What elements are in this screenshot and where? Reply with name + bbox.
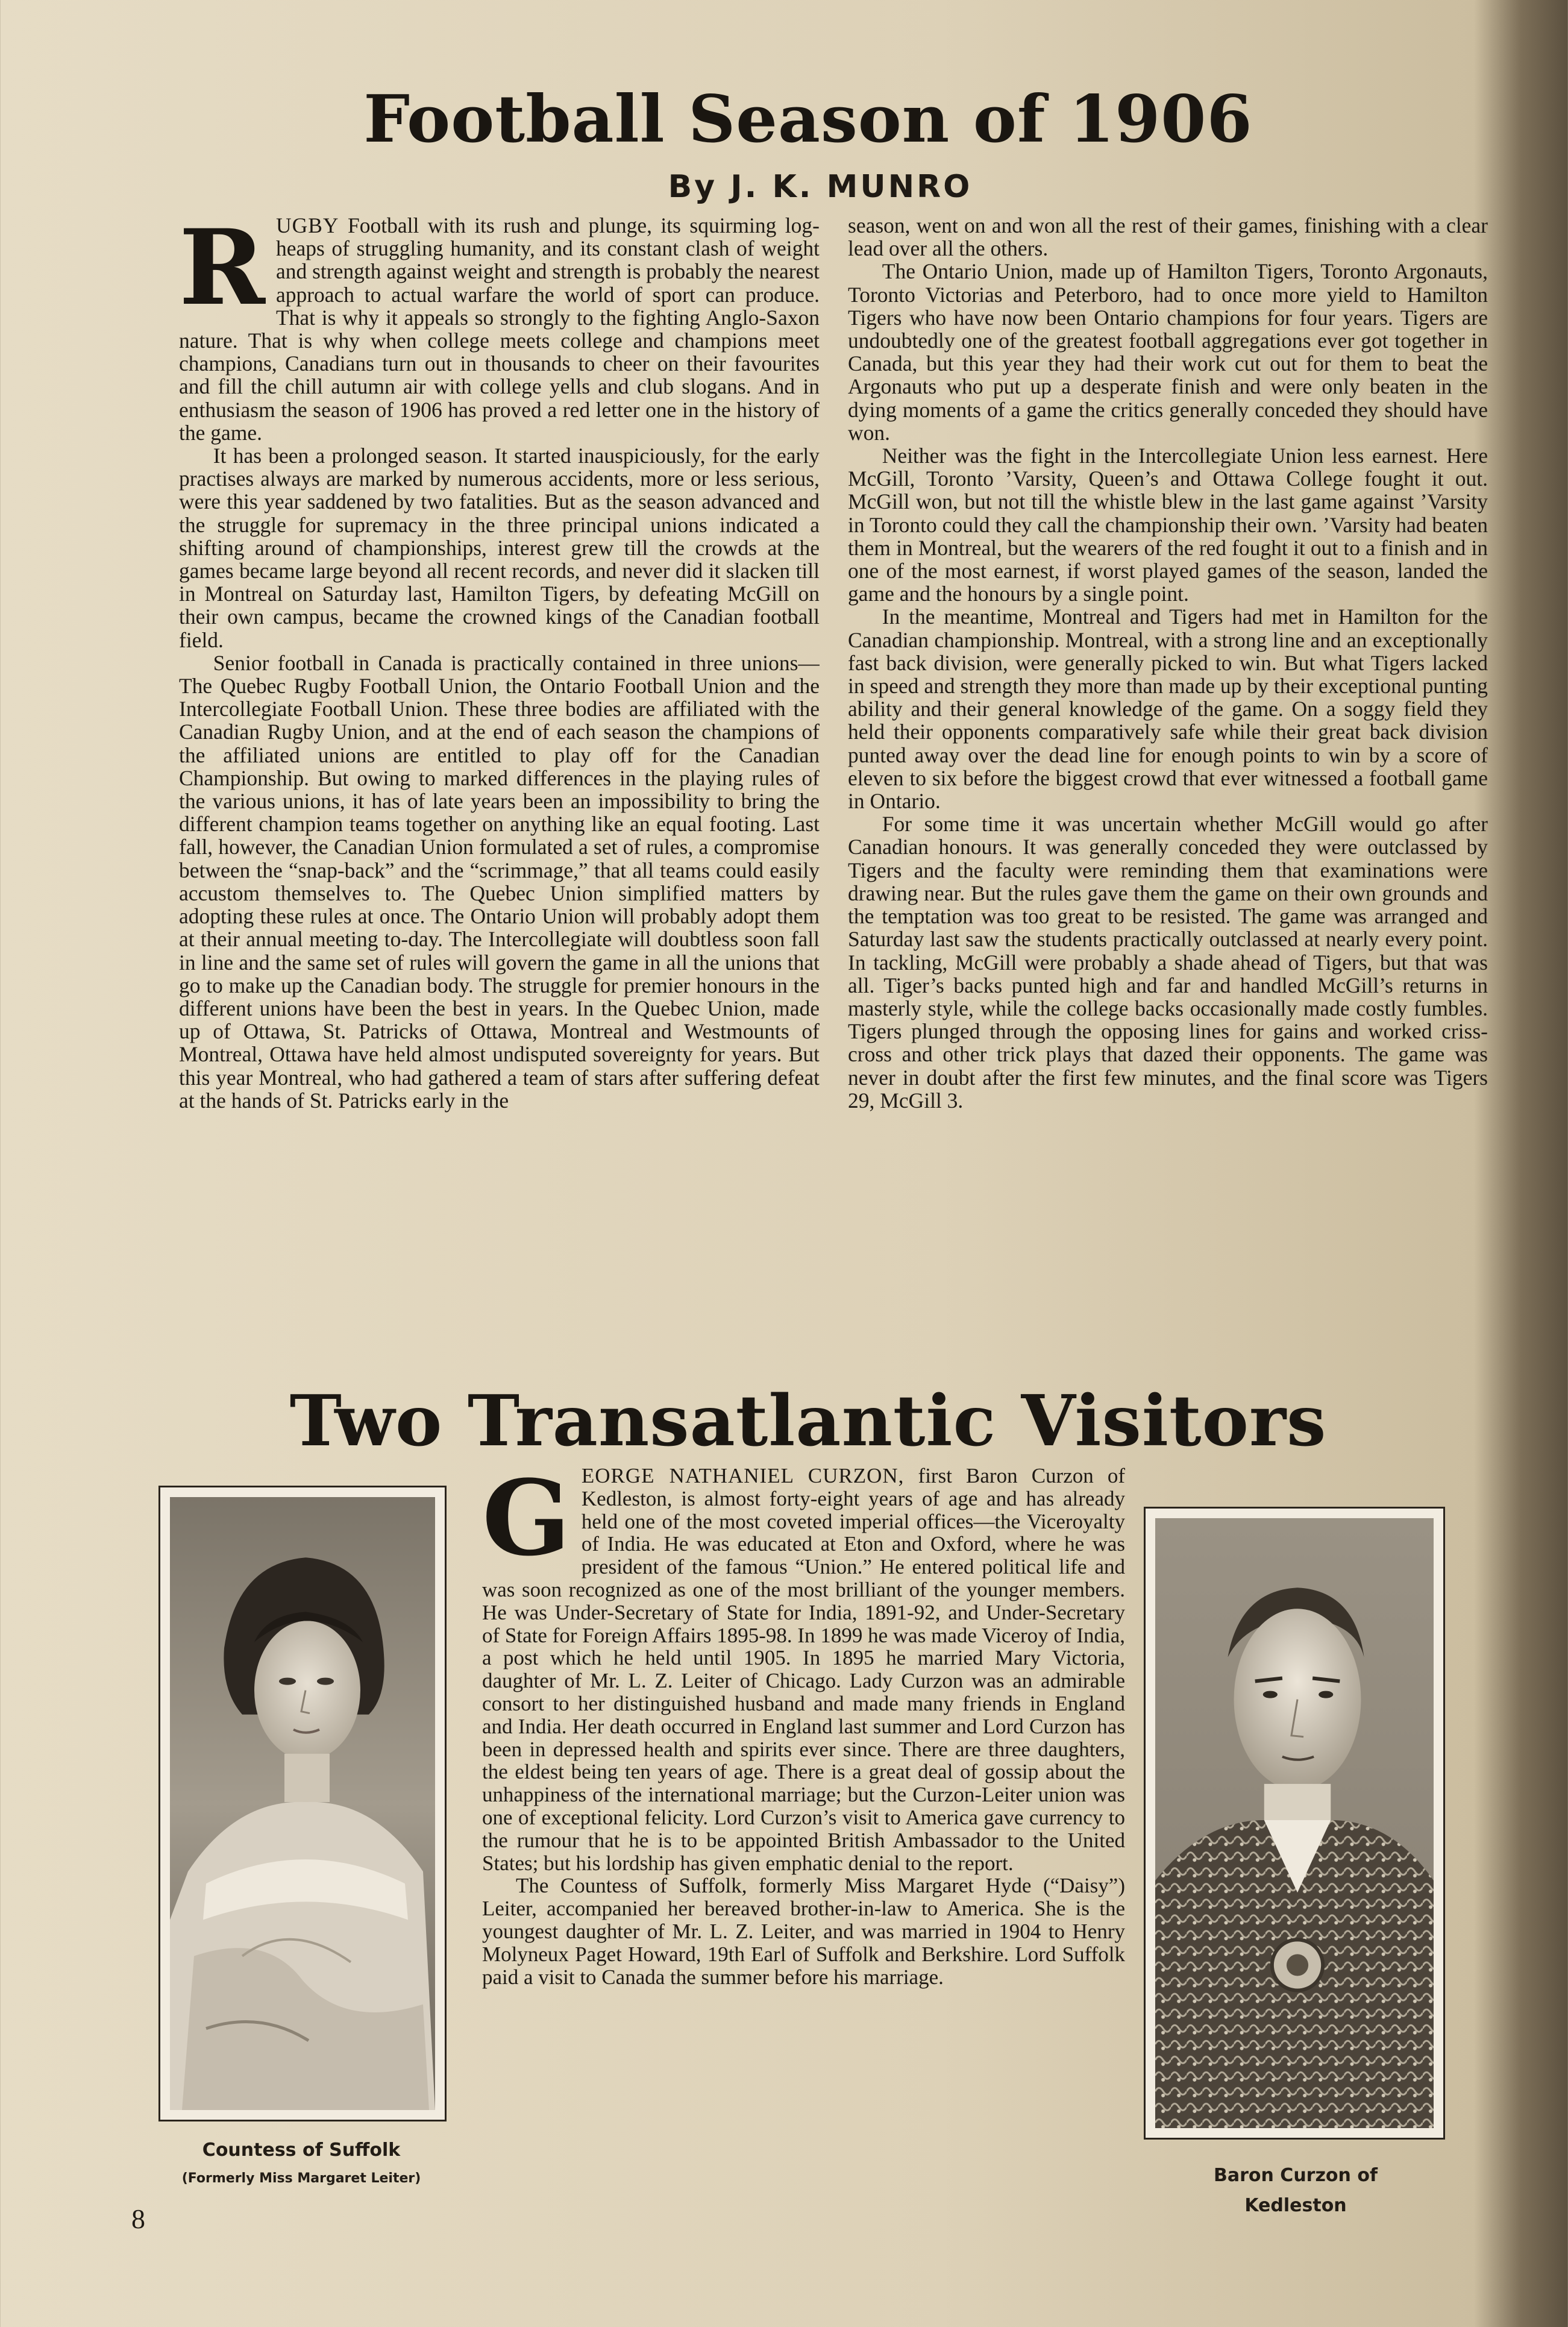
paragraph: season, went on and won all the rest of their games, finishing with a clear lead over all the others. xyxy=(848,214,1488,261)
paragraph: It has been a prolonged season. It started inauspiciously, for the early practises always are marked by numerous accidents, more or less serious, were this year saddened by two fatalities. But as the season advanced and the struggle for supremacy in the three principal unions indicated a shifting around of championships, interest grew till the crowds at the games became large beyond all recent records, and never did it slacken till in Montreal on Saturday last, Hamilton Tigers, by defeating McGill on their own campus, became the crowned kings of the Canadian football field. xyxy=(179,444,820,652)
article-title-visitors: Two Transatlantic Visitors xyxy=(289,1380,1327,1462)
portrait-image xyxy=(170,1497,435,2110)
paragraph: Neither was the fight in the Intercollegiate Union less earnest. Here McGill, Toronto ’Varsity, Queen’s and Ottawa College fought it out. McGill won, but not till the whistle blew in the last game against ’Varsity in Toronto could they call the championship their own. ’Varsity had beaten them in Montreal, but the wearers of the red fought it out to a finish and in one of the most earnest, if worst played games of the season, landed the game and the honours by a single point. xyxy=(848,444,1488,606)
lead-words: EORGE NATHANIEL CURZON, xyxy=(581,1465,905,1487)
first-paragraph-text: Football with its rush and plunge, its squirming log-heaps of struggling humanity, and its constant clash of weight and strength against weight and strength is probably the nearest approach to actual warfare the world of sport can produce. That is why it appeals so strongly to the fighting Anglo-Saxon nature. That is why when college meets college and champions meet champions, Canadians turn out in thousands to cheer on their favourites and fill the chill autumn air with college yells and club slogans. And in enthusiasm the season of 1906 has proved a red letter one in the history of the game. xyxy=(179,214,820,445)
drop-cap-g: G xyxy=(482,1465,571,1579)
caption-curzon-line2: Kedleston xyxy=(1244,2195,1347,2216)
portrait-image xyxy=(1155,1518,1434,2128)
paragraph: The Countess of Suffolk, formerly Miss Margaret Hyde (“Daisy”) Leiter, accompanied her bereaved brother-in-law to America. She is the youngest daughter of Mr. L. Z. Leiter, and was married in 1904 to Henry Molyneux Paget Howard, 19th Earl of Suffolk and Berkshire. Lord Suffolk paid a visit to Canada the summer before his marriage. xyxy=(482,1874,1125,1989)
first-paragraph xyxy=(179,214,820,444)
paragraph: The Ontario Union, made up of Hamilton Tigers, Toronto Argonauts, Toronto Victorias and Peterboro, had to once more yield to Hamilton Tigers who have now been Ontario champions for four years. Tigers are undoubtedly one of the greatest football aggregations ever got together in Canada, but this year they had their work cut out for them to beat the Argonauts who put up a desperate finish and were only beaten in the dying moments of a game the critics generally conceded they should have won. xyxy=(848,259,1488,445)
article-column-curzon xyxy=(482,1465,1125,2206)
lead-word: UGBY xyxy=(275,214,339,237)
article-column-2 xyxy=(848,214,1488,1371)
paragraph: In the meantime, Montreal and Tigers had met in Hamilton for the Canadian championship. Montreal, with a strong line and an exceptionally fast back division, were generally picked to win. But what Tigers lacked in speed and strength they more than made up by their exceptional punting ability and their general knowledge of the game. On a soggy field they held their opponents comparatively safe while their great back division punted away over the dead line for enough points to win by a score of eleven to six before the biggest crowd that ever witnessed a football game in Ontario. xyxy=(848,605,1488,814)
portrait-baron-curzon xyxy=(1144,1507,1445,2140)
caption-curzon xyxy=(1145,2161,1446,2221)
article-title-football: Football Season of 1906 xyxy=(363,81,1253,157)
man-portrait-icon xyxy=(1155,1518,1434,2128)
woman-portrait-icon xyxy=(170,1497,435,2110)
caption-countess: Countess of Suffolk xyxy=(202,2140,401,2161)
first-paragraph-text: first Baron Curzon of Kedleston, is almost forty-eight years of age and has already held one of the most coveted imperial offices—the Viceroyalty of India. He was educated at Eton and Oxford, where he was president of the famous “Union.” He entered political life and was soon recognized as one of the most brilliant of the younger members. He was Under-Secretary of State for India, 1891-92, and Under-Secretary of State for Foreign Affairs 1895-98. In 1899 he was made Viceroy of India, a post which he held until 1905. In 1895 he married Mary Victoria, daughter of Mr. L. Z. Leiter of Chicago. Lady Curzon was an admirable consort to her distinguished husband and made many friends in England and India. Her death occurred in England last summer and Lord Curzon has been in depressed health and spirits ever since. There are three daughters, the eldest being ten years of age. There is a great deal of gossip about the unhappiness of the international marriage; but the Curzon-Leiter union was one of exceptional felicity. Lord Curzon’s visit to America gave currency to the rumour that he is to be appointed British Ambassador to the United States; but his lordship has given emphatic denial to the report. xyxy=(482,1465,1125,1875)
page-number: 8 xyxy=(131,2203,145,2234)
byline: By J. K. MUNRO xyxy=(668,169,973,205)
first-paragraph xyxy=(482,1465,1125,1874)
paragraph: For some time it was uncertain whether McGill would go after Canadian honours. It was generally conceded they were outclassed by Tigers and the faculty were reminding them that examinations were drawing near. But the rules gave them the game on their own grounds and the temptation was too great to be resisted. The game was arranged and Saturday last saw the students practically outclassed at nearly every point. In tackling, McGill were probably a shade ahead of Tigers, but that was all. Tiger’s backs punted high and far and handled McGill’s returns in masterly style, while the college backs occasionally made costly fumbles. Tigers plunged through the opposing lines for gains and worked criss-cross and other trick plays that dazed their opponents. The game was never in doubt after the first few minutes, and the final score was Tigers 29, McGill 3. xyxy=(848,812,1488,1113)
caption-curzon-line1: Baron Curzon of xyxy=(1213,2165,1378,2186)
caption-countess-subtitle: (Formerly Miss Margaret Leiter) xyxy=(181,2171,421,2186)
paragraph: Senior football in Canada is practically contained in three unions—The Quebec Rugby Football Union, the Ontario Football Union and the Intercollegiate Football Union. These three bodies are affiliated with the Canadian Rugby Union, and at the end of each season the champions of the affiliated unions are entitled to play off for the Canadian Championship. But owing to marked differences in the playing rules of the various unions, it has of late years been an impossibility to bring the different champion teams together on anything like an equal footing. Last fall, however, the Canadian Union formulated a set of rules, a compromise between the “snap-back” and the “scrimmage,” that all teams could easily accustom themselves to. The Quebec Union simplified matters by adopting these rules at once. The Ontario Union will probably adopt them at their annual meeting to-day. The Intercollegiate will doubtless soon fall in line and the same set of rules will govern the game in all the unions that go to make up the Canadian body. The struggle for premier honours in the different unions have been the best in years. In the Quebec Union, made up of Ottawa, St. Patricks of Ottawa, Montreal and Westmounts of Montreal, Ottawa have held almost undisputed sovereignty for years. But this year Montreal, who had gathered a team of stars after suffering defeat at the hands of St. Patricks early in the xyxy=(179,650,820,1113)
drop-cap-r: R xyxy=(179,214,265,328)
portrait-countess-of-suffolk xyxy=(158,1486,447,2121)
article-column-1 xyxy=(179,214,820,1362)
